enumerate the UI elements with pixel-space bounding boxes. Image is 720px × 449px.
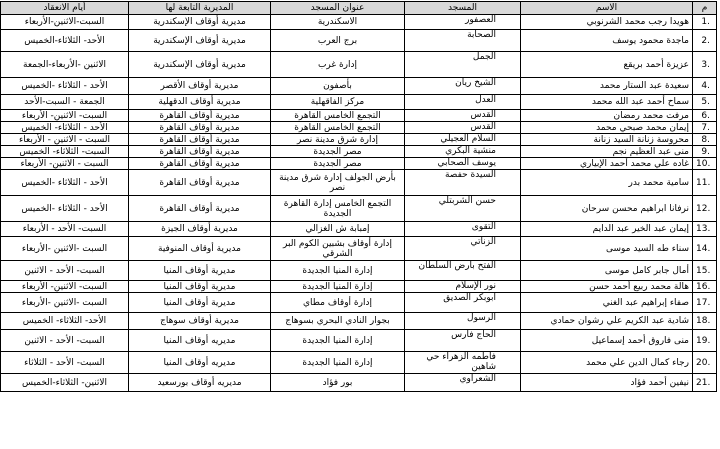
table-row — [1, 170, 717, 196]
cell-address: إدارة شرق مدينة نصر — [271, 134, 405, 146]
cell-name: هالة محمد ربيع أحمد حسن — [521, 281, 693, 293]
cell-directorate: مديريه أوقاف المنيا — [129, 330, 271, 352]
cell-name: منى فاروق أحمد إسماعيل — [521, 330, 693, 352]
cell-days: السبت- الثلاثاء- الخميس — [1, 146, 129, 158]
cell-address: إدارة أوقاف بشبين الكوم البر الشرقي — [271, 237, 405, 261]
cell-days: السبت - الاثنين - الأربعاء — [1, 134, 129, 146]
cell-mosque: الشيخ ريان — [405, 78, 521, 95]
cell-address: إمبابة ش الغزالي — [271, 222, 405, 237]
cell-address: بجوار النادي البحري بسوهاج — [271, 313, 405, 330]
cell-num: 4. — [693, 78, 717, 95]
cell-name: غاده علي محمد أحمد الإبياري — [521, 158, 693, 170]
table-row — [1, 293, 717, 313]
cell-name: شادية عبد الكريم علي رشوان حمادي — [521, 313, 693, 330]
cell-days: السبت- الأحد - الأربعاء — [1, 222, 129, 237]
cell-address: بأرض الجولف إدارة شرق مدينة نصر — [271, 170, 405, 196]
cell-days: الجمعة - السبت-الأحد — [1, 95, 129, 110]
cell-directorate: مديرية أوقاف الدقهلية — [129, 95, 271, 110]
cell-directorate: مديرية أوقاف القاهرة — [129, 110, 271, 122]
table-row — [1, 237, 717, 261]
cell-directorate: مديرية أوقاف القاهرة — [129, 196, 271, 222]
cell-address: مركز الفاقهلية — [271, 95, 405, 110]
cell-num: 9. — [693, 146, 717, 158]
cell-address: إدارة غرب — [271, 52, 405, 78]
cell-name: إيمان محمد صبحي محمد — [521, 122, 693, 134]
cell-address: برج العرب — [271, 30, 405, 52]
cell-days: السبت- الاثنين- الأربعاء — [1, 281, 129, 293]
cell-directorate: مديرية أوقاف القاهرة — [129, 158, 271, 170]
cell-mosque: منشية البكري — [405, 146, 521, 158]
cell-num: 11. — [693, 170, 717, 196]
cell-name: عزيزة أحمد بريقع — [521, 52, 693, 78]
cell-num: 19. — [693, 330, 717, 352]
cell-num: 10. — [693, 158, 717, 170]
cell-mosque: الجمل — [405, 52, 521, 78]
cell-mosque: العصفور — [405, 15, 521, 30]
cell-mosque: القدس — [405, 110, 521, 122]
cell-days: الاثنين- الثلاثاء-الخميس — [1, 374, 129, 392]
table-row — [1, 330, 717, 352]
cell-address: إدارة المنيا الجديدة — [271, 281, 405, 293]
cell-num: 13. — [693, 222, 717, 237]
cell-address: التجمع الخامس القاهرة — [271, 122, 405, 134]
cell-days: السبت - الاثنين- الأربعاء — [1, 158, 129, 170]
cell-mosque: العدل — [405, 95, 521, 110]
table-row — [1, 15, 717, 30]
table-row — [1, 110, 717, 122]
cell-num: 5. — [693, 95, 717, 110]
cell-name: أمال جابر كامل موسى — [521, 261, 693, 281]
cell-days: السبت- الأحد - الاثنين — [1, 330, 129, 352]
cell-days: السبت- الأحد - الثلاثاء — [1, 352, 129, 374]
cell-mosque: الزناتي — [405, 237, 521, 261]
table-row — [1, 281, 717, 293]
cell-days: الأحد - الثلاثاء- الخميس — [1, 122, 129, 134]
cell-name: نرفانا ابراهيم محسن سرحان — [521, 196, 693, 222]
cell-name: إيمان عبد الخير عبد الدايم — [521, 222, 693, 237]
cell-num: 14. — [693, 237, 717, 261]
mosque-program-sheet — [1, 1, 717, 392]
cell-days: السبت -الاثنين -الأربعاء — [1, 293, 129, 313]
mosque-table — [0, 1, 717, 392]
cell-directorate: مديريه أوقاف المنيا — [129, 352, 271, 374]
cell-num: 20. — [693, 352, 717, 374]
cell-directorate: مديرية أوقاف الإسكندرية — [129, 15, 271, 30]
table-row — [1, 158, 717, 170]
table-row — [1, 95, 717, 110]
cell-days: الاثنين -الأربعاء-الجمعة — [1, 52, 129, 78]
cell-name: سامية محمد بدر — [521, 170, 693, 196]
table-row — [1, 146, 717, 158]
cell-name: صفاء إبراهيم عبد الغني — [521, 293, 693, 313]
cell-num: 6. — [693, 110, 717, 122]
header-days: أيام الانعقاد — [1, 2, 129, 15]
cell-directorate: مديرية أوقاف المنوفية — [129, 237, 271, 261]
cell-directorate: مديرية أوقاف الإسكندرية — [129, 52, 271, 78]
cell-address: إدارة أوقاف مطاي — [271, 293, 405, 313]
cell-address: إدارة المنيا الجديدة — [271, 330, 405, 352]
cell-address: بور فؤاد — [271, 374, 405, 392]
cell-num: 1. — [693, 15, 717, 30]
table-row — [1, 122, 717, 134]
cell-directorate: مديرية أوقاف الأقصر — [129, 78, 271, 95]
cell-name: رجاء كمال الدين علي محمد — [521, 352, 693, 374]
cell-mosque: حسن الشربتلي — [405, 196, 521, 222]
cell-mosque: السيدة حفصة — [405, 170, 521, 196]
cell-directorate: مديرية أوقاف الإسكندرية — [129, 30, 271, 52]
cell-address: إدارة المنيا الجديدة — [271, 352, 405, 374]
cell-name: سعيدة عبد الستار محمد — [521, 78, 693, 95]
cell-num: 8. — [693, 134, 717, 146]
cell-directorate: مديرية أوقاف القاهرة — [129, 170, 271, 196]
cell-directorate: مديرية أوقاف المنيا — [129, 293, 271, 313]
cell-num: 16. — [693, 281, 717, 293]
cell-num: 15. — [693, 261, 717, 281]
cell-name: نيفين أحمد فؤاد — [521, 374, 693, 392]
cell-directorate: مديرية أوقاف سوهاج — [129, 313, 271, 330]
cell-days: السبت-الاثنين-الأربعاء — [1, 15, 129, 30]
cell-directorate: مديرية أوقاف القاهرة — [129, 134, 271, 146]
cell-mosque: القدس — [405, 122, 521, 134]
cell-mosque: الحاج فارس — [405, 330, 521, 352]
cell-days: السبت- الأحد - الاثنين — [1, 261, 129, 281]
cell-mosque: الفتح بأرض السلطان — [405, 261, 521, 281]
cell-days: السبت- الاثنين- الأربعاء — [1, 110, 129, 122]
cell-num: 2. — [693, 30, 717, 52]
table-body — [1, 15, 717, 392]
table-row — [1, 374, 717, 392]
cell-mosque: فاطمه الزهراء حي شاهين — [405, 352, 521, 374]
cell-num: 3. — [693, 52, 717, 78]
table-row — [1, 30, 717, 52]
cell-mosque: التقوى — [405, 222, 521, 237]
cell-directorate: مديرية أوقاف المنيا — [129, 281, 271, 293]
cell-num: 18. — [693, 313, 717, 330]
cell-name: منى عبد العظيم نجم — [521, 146, 693, 158]
cell-num: 12. — [693, 196, 717, 222]
table-row — [1, 313, 717, 330]
header-address: عنوان المسجد — [271, 2, 405, 15]
cell-mosque: الشعراوي — [405, 374, 521, 392]
cell-directorate: مديرية أوقاف الجيزة — [129, 222, 271, 237]
table-row — [1, 261, 717, 281]
cell-mosque: السلام العجيلي — [405, 134, 521, 146]
cell-address: إدارة المنيا الجديدة — [271, 261, 405, 281]
header-directorate: المديرية التابعة لها — [129, 2, 271, 15]
cell-address: التجمع الخامس إدارة القاهرة الجديدة — [271, 196, 405, 222]
cell-mosque: نور الإسلام — [405, 281, 521, 293]
cell-address: بأصفون — [271, 78, 405, 95]
cell-num: 21. — [693, 374, 717, 392]
cell-address: مصر الجديدة — [271, 146, 405, 158]
cell-directorate: مديريه أوقاف بورسعيد — [129, 374, 271, 392]
cell-days: الأحد- الثلاثاء-الخميس — [1, 30, 129, 52]
cell-days: الأحد- الثلاثاء- الخميس — [1, 313, 129, 330]
cell-name: هويدا رجب محمد الشرنوبي — [521, 15, 693, 30]
cell-address: التجمع الخامس القاهرة — [271, 110, 405, 122]
cell-name: سناء طه السيد موسى — [521, 237, 693, 261]
table-row — [1, 78, 717, 95]
cell-address: الاسكندرية — [271, 15, 405, 30]
cell-mosque: يوسف الصحابي — [405, 158, 521, 170]
cell-days: الأحد - الثلاثاء -الخميس — [1, 78, 129, 95]
table-row — [1, 52, 717, 78]
table-row — [1, 222, 717, 237]
table-header-row — [1, 2, 717, 15]
table-row — [1, 352, 717, 374]
table-row — [1, 134, 717, 146]
cell-mosque: أبوبكر الصديق — [405, 293, 521, 313]
table-row — [1, 196, 717, 222]
cell-address: مصر الجديدة — [271, 158, 405, 170]
cell-name: مرفت محمد رمضان — [521, 110, 693, 122]
cell-num: 7. — [693, 122, 717, 134]
header-name: الاسم — [521, 2, 693, 15]
cell-num: 17. — [693, 293, 717, 313]
cell-name: محروسة زنانة السيد زنانة — [521, 134, 693, 146]
cell-directorate: مديرية أوقاف القاهرة — [129, 146, 271, 158]
cell-mosque: الصحابة — [405, 30, 521, 52]
cell-days: السبت -الاثنين -الأربعاء — [1, 237, 129, 261]
header-num: م — [693, 2, 717, 15]
cell-days: الأحد - الثلاثاء -الخميس — [1, 196, 129, 222]
cell-mosque: الرسول — [405, 313, 521, 330]
cell-days: الأحد - الثلاثاء -الخميس — [1, 170, 129, 196]
cell-name: سماح أحمد عبد الله محمد — [521, 95, 693, 110]
cell-directorate: مديرية أوقاف المنيا — [129, 261, 271, 281]
header-mosque: المسجد — [405, 2, 521, 15]
cell-directorate: مديرية أوقاف القاهرة — [129, 122, 271, 134]
cell-name: ماجدة محمود يوسف — [521, 30, 693, 52]
